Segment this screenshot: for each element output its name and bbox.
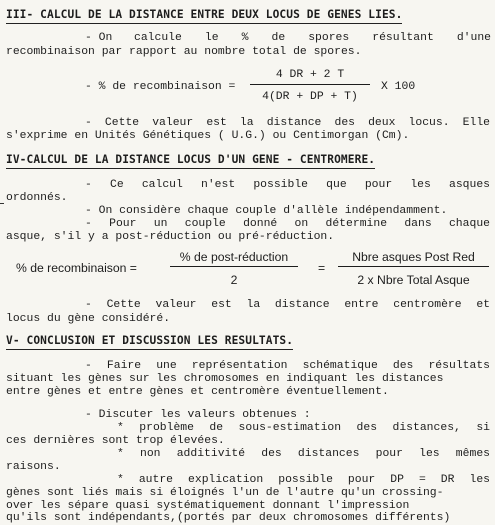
s5-p1-line2: situant les gènes sur les chromosomes en indiquant les distances — [6, 373, 444, 385]
s4-item3-line2: asque, s'il y a post-réduction ou pré-réduction. — [6, 231, 335, 243]
s3-formula-numerator: 4 DR + 2 T — [275, 69, 345, 81]
section-4-heading: IV-CALCUL DE LA DISTANCE LOCUS D'UN GENE - CENTROMERE. — [6, 153, 375, 169]
s4-item2: - On considère chaque couple d'allèle indépendamment. — [85, 205, 448, 217]
s4-formula-den2: 2 x Nbre Total Asque — [357, 273, 470, 287]
s4-item3-line1: - Pour un couple donné on détermine dans chaque — [85, 218, 490, 230]
s4-p2-line1: - Cette valeur est la distance entre centromère et — [85, 299, 490, 311]
s3-formula-denominator: 4(DR + DP + T) — [262, 91, 358, 103]
s5-bullet2-line1: * non additivité des distances pour les mêmes — [117, 448, 490, 460]
s5-bullet3-line1: * autre explication possible pour DP = DR les — [117, 474, 490, 486]
s4-item1-line2: ordonnés. — [6, 192, 68, 204]
s5-p2-intro: - Discuter les valeurs obtenues : — [85, 409, 311, 421]
s4-fraction-bar-1 — [170, 266, 298, 267]
s3-formula-label: - % de recombinaison = — [85, 81, 236, 93]
s3-p1-line2: recombinaison par rapport au nombre total de spores. — [6, 46, 362, 58]
section-3-heading: III- CALCUL DE LA DISTANCE ENTRE DEUX LOCUS DE GENES LIES. — [6, 8, 402, 24]
scan-mark — [0, 203, 4, 204]
s4-p2-line2: locus du gène considéré. — [6, 313, 171, 325]
s3-p2-line1: - Cette valeur est la distance des deux locus. Elle — [85, 117, 490, 129]
s5-bullet1-line1: * problème de sous-estimation des distances, si — [117, 422, 490, 434]
s5-bullet3-line2: gènes sont liés mais si éloignés l'un de l'autre qu'un crossing- — [6, 487, 444, 499]
section-5-heading: V- CONCLUSION ET DISCUSSION LES RESULTATS. — [6, 334, 293, 350]
s3-formula-factor: X 100 — [381, 81, 416, 93]
s3-p2-line2: s'exprime en Unités Génétiques ( U.G.) ou Centimorgan (Cm). — [6, 130, 410, 142]
s3-fraction-bar — [250, 84, 370, 85]
s4-formula-num1: % de post-réduction — [179, 250, 289, 264]
s5-bullet1-line2: ces dernières sont trop élevées. — [6, 435, 225, 447]
s4-formula-den1: 2 — [230, 273, 238, 287]
s4-item1-line1: - Ce calcul n'est possible que pour les asques — [85, 179, 490, 191]
s3-p1-start: - On — [85, 32, 113, 44]
s5-bullet3-line4: qu'ils sont indépendants,(portés par deux chromosomes différents) — [6, 512, 451, 524]
s5-p1-line1: - Faire une représentation schématique des résultats — [85, 360, 490, 372]
s4-formula-num2: Nbre asques Post Red — [352, 250, 475, 264]
s5-bullet3-line3: over les sépare quasi systématiquement donnant l'impression — [6, 500, 410, 512]
s5-p1-line3: entre gènes et entre gènes et centromère éventuellement. — [6, 386, 389, 398]
s3-p1-line1: calcule le % de spores résultant d'une — [134, 32, 491, 44]
s5-bullet2-line2: raisons. — [6, 461, 61, 473]
s4-fraction-bar-2 — [338, 266, 489, 267]
s4-formula-equals: = — [318, 261, 326, 275]
s4-formula-label: % de recombinaison = — [16, 261, 137, 275]
